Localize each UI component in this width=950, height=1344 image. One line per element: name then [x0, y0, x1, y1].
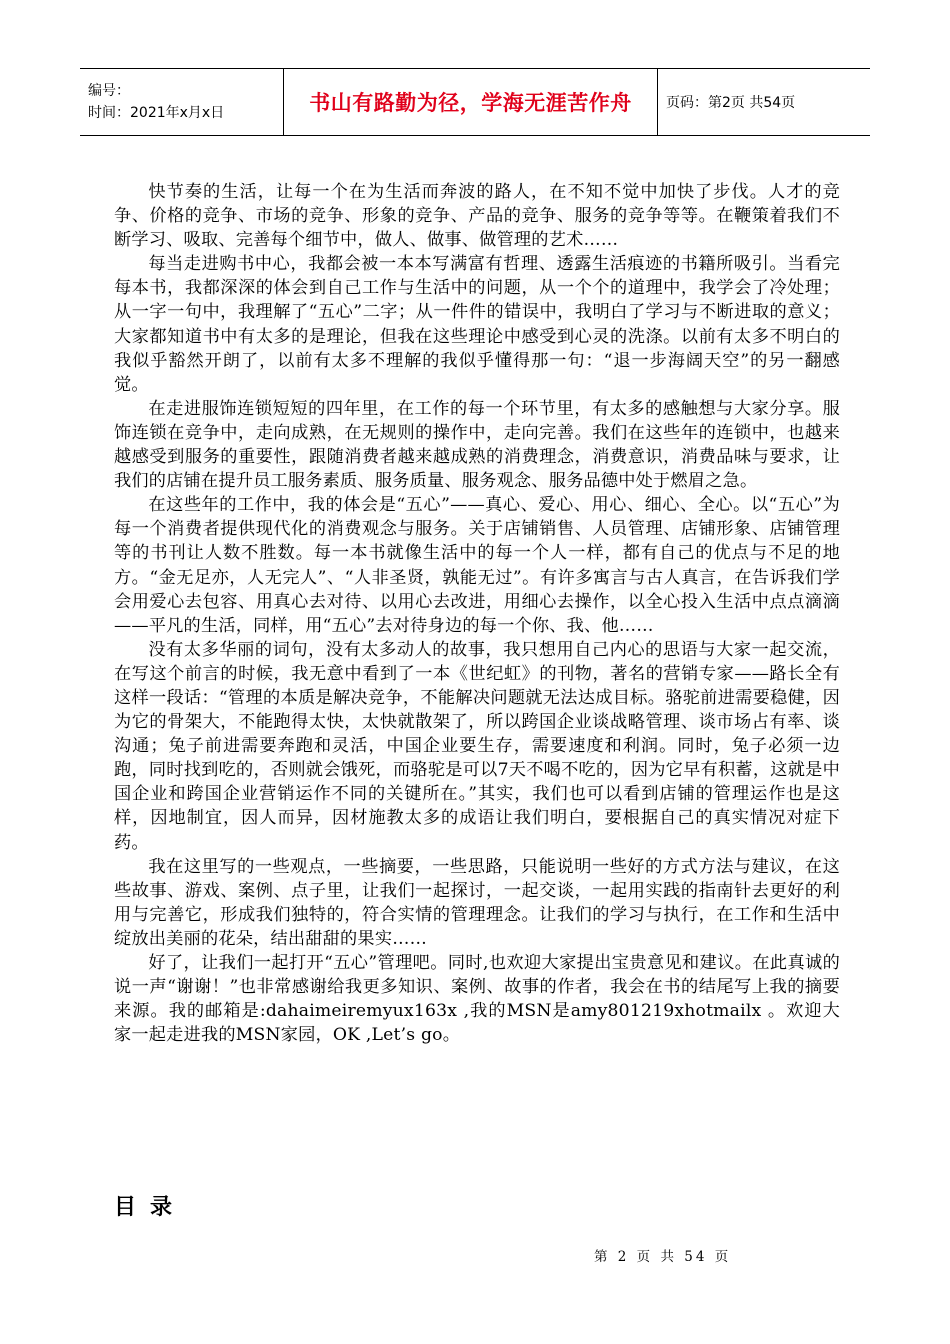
paragraph: 好了，让我们一起打开“五心”管理吧。同时,也欢迎大家提出宝贵意见和建议。在此真诚的说一声“谢谢！”也非常感谢给我更多知识、案例、故事的作者，我会在书的结尾写上我的摘要来源。我的邮箱是:dahaimeiremyux163x ,我的MSN是amy801219xhotmailx 。欢迎大家一起走进我的MSN家园，OK ,Let’s go。: [114, 953, 840, 1046]
header-time-label: 时间：2021年x月x日: [88, 105, 225, 121]
paragraph: 我在这里写的一些观点，一些摘要，一些思路，只能说明一些好的方式方法与建议，在这些故事、游戏、案例、点子里，让我们一起探讨，一起交谈，一起用实践的指南针去更好的利用与完善它，形成我们独特的，符合实情的管理理念。让我们的学习与执行，在工作和生活中绽放出美丽的花朵，结出甜甜的果实……: [114, 856, 840, 949]
page-header: [80, 68, 870, 136]
header-page-info: 页码：第2页 共54页: [666, 95, 796, 111]
paragraph: 在走进服饰连锁短短的四年里，在工作的每一个环节里，有太多的感触想与大家分享。服饰连锁在竞争中，走向成熟，在无规则的操作中，走向完善。我们在这些年的连锁中，也越来越感受到服务的重要性，跟随消费者越来越成熟的消费理念，消费意识，消费品味与要求，让我们的店铺在提升员工服务素质、服务质量、服务观念、服务品德中处于燃眉之急。: [114, 398, 840, 492]
page-footer: 第 2 页 共 54 页: [594, 1249, 732, 1265]
toc-heading: 目录: [114, 1195, 187, 1220]
document-body: [114, 180, 840, 1047]
header-motto: 书山有路勤为径，学海无涯苦作舟: [309, 91, 632, 115]
paragraph: 每当走进购书中心，我都会被一本本写满富有哲理、透露生活痕迹的书籍所吸引。当看完每本书，我都深深的体会到自己工作与生活中的问题，从一个个的道理中，我学会了冷处理；从一字一句中，我理解了“五心”二字；从一件件的错误中，我明白了学习与不断进取的意义；大家都知道书中有太多的是理论，但我在这些理论中感受到心灵的洗涤。以前有太多不明白的我似乎豁然开朗了，以前有太多不理解的我似乎懂得那一句：“退一步海阔天空”的另一翻感觉。: [114, 254, 840, 395]
header-number-label: 编号：: [88, 83, 130, 99]
header-motto-cell: [284, 69, 658, 135]
header-meta: [80, 69, 284, 135]
paragraph: 快节奏的生活，让每一个在为生活而奔波的路人，在不知不觉中加快了步伐。人才的竞争、价格的竞争、市场的竞争、形象的竞争、产品的竞争、服务的竞争等等。在鞭策着我们不断学习、吸取、完善每个细节中，做人、做事、做管理的艺术……: [114, 182, 840, 251]
paragraph: 在这些年的工作中，我的体会是“五心”——真心、爱心、用心、细心、全心。以“五心”为每一个消费者提供现代化的消费观念与服务。关于店铺销售、人员管理、店铺形象、店铺管理等的书刊让人数不胜数。每一本书就像生活中的每一个人一样，都有自己的优点与不足的地方。“金无足亦，人无完人”、“人非圣贤，孰能无过”。有许多寓言与古人真言，在告诉我们学会用爱心去包容、用真心去对待、以用心去改进，用细心去操作，以全心投入生活中点点滴滴——平凡的生活，同样，用“五心”去对待身边的每一个你、我、他……: [114, 495, 840, 636]
paragraph: 没有太多华丽的词句，没有太多动人的故事，我只想用自己内心的思语与大家一起交流，在写这个前言的时候，我无意中看到了一本《世纪虹》的刊物，著名的营销专家——路长全有这样一段话：“管理的本质是解决竞争，不能解决问题就无法达成目标。骆驼前进需要稳健，因为它的骨架大，不能跑得太快，太快就散架了，所以跨国企业谈战略管理、谈市场占有率、谈沟通；兔子前进需要奔跑和灵活，中国企业要生存，需要速度和利润。同时，兔子必须一边跑，同时找到吃的，否则就会饿死，而骆驼是可以7天不喝不吃的，因为它早有积蓄，这就是中国企业和跨国企业营销运作不同的关键所在。”其实，我们也可以看到店铺的管理运作也是这样，因地制宜，因人而异，因材施教太多的成语让我们明白，要根据自己的真实情况对症下药。: [114, 639, 840, 853]
